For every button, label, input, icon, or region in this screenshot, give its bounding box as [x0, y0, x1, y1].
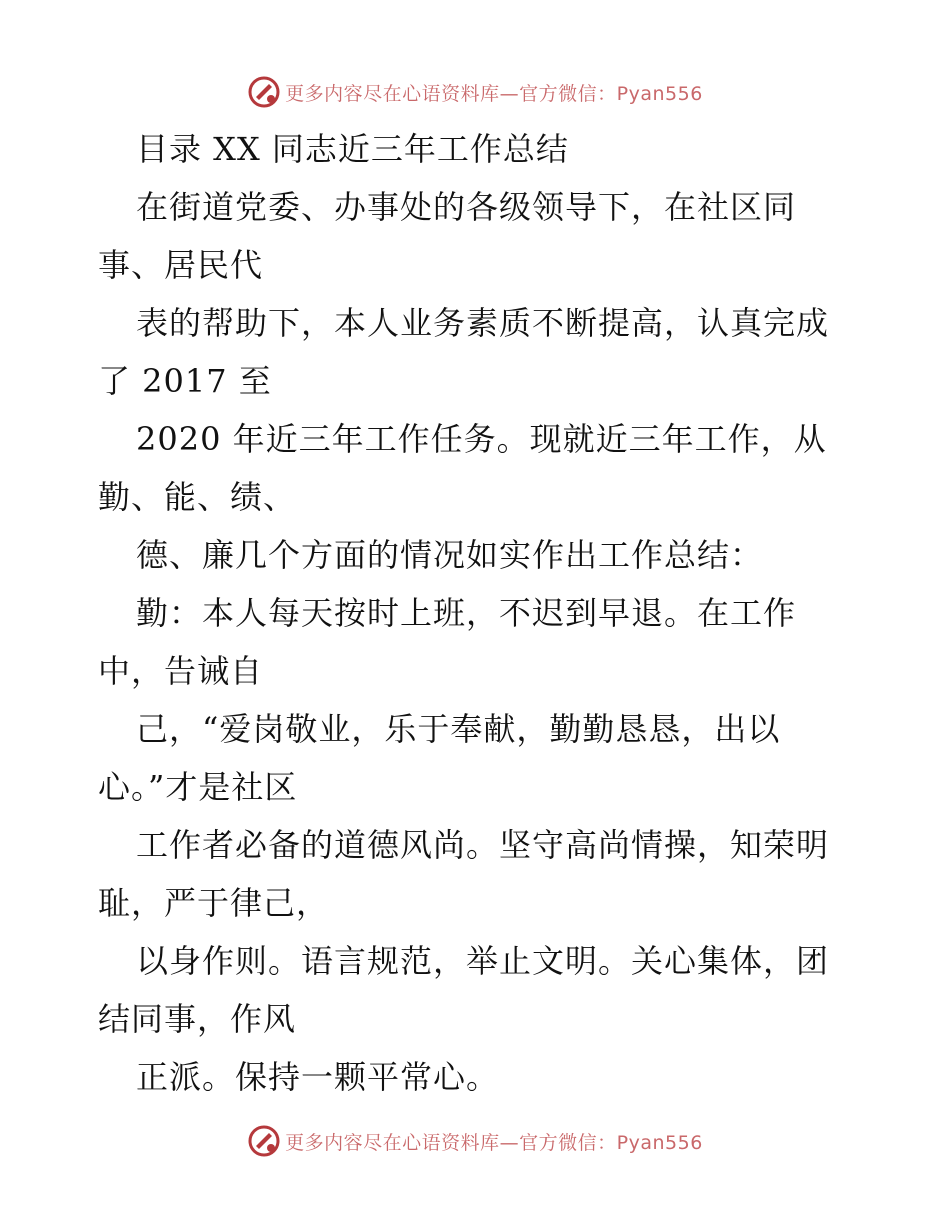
text-line: 以身作则。语言规范，举止文明。关心集体，团 — [136, 942, 830, 980]
seal-logo-icon — [247, 75, 281, 109]
text-line: 工作者必备的道德风尚。坚守高尚情操，知荣明 — [136, 826, 830, 864]
watermark-banner-top — [0, 72, 950, 112]
text-line: 耻，严于律己， — [98, 884, 330, 922]
seal-logo-icon — [247, 1124, 281, 1158]
watermark-text: 更多内容尽在心语资料库—官方微信：Pyan556 — [285, 82, 703, 105]
text-line: 在街道党委、办事处的各级领导下，在社区同 — [136, 188, 797, 226]
watermark-text: 更多内容尽在心语资料库—官方微信：Pyan556 — [285, 1131, 703, 1154]
text-line: 德、廉几个方面的情况如实作出工作总结： — [136, 536, 764, 574]
text-line: 勤：本人每天按时上班，不迟到早退。在工作 — [136, 594, 797, 632]
text-line: 中，告诫自 — [98, 652, 264, 690]
text-line: 目录 XX 同志近三年工作总结 — [136, 130, 569, 168]
text-line: 事、居民代 — [98, 246, 264, 284]
text-line: 2020 年近三年工作任务。现就近三年工作，从 — [136, 420, 827, 458]
watermark-banner-bottom — [0, 1121, 950, 1161]
text-line: 己，“爱岗敬业，乐于奉献，勤勤恳恳，出以 — [136, 710, 781, 748]
document-body — [98, 120, 858, 1106]
text-line: 正派。保持一颗平常心。 — [136, 1058, 500, 1096]
text-line: 心。”才是社区 — [98, 768, 298, 806]
text-line: 了 2017 至 — [98, 362, 272, 400]
text-line: 勤、能、绩、 — [98, 478, 297, 516]
text-line: 表的帮助下，本人业务素质不断提高，认真完成 — [136, 304, 830, 342]
text-line: 结同事，作风 — [98, 1000, 297, 1038]
